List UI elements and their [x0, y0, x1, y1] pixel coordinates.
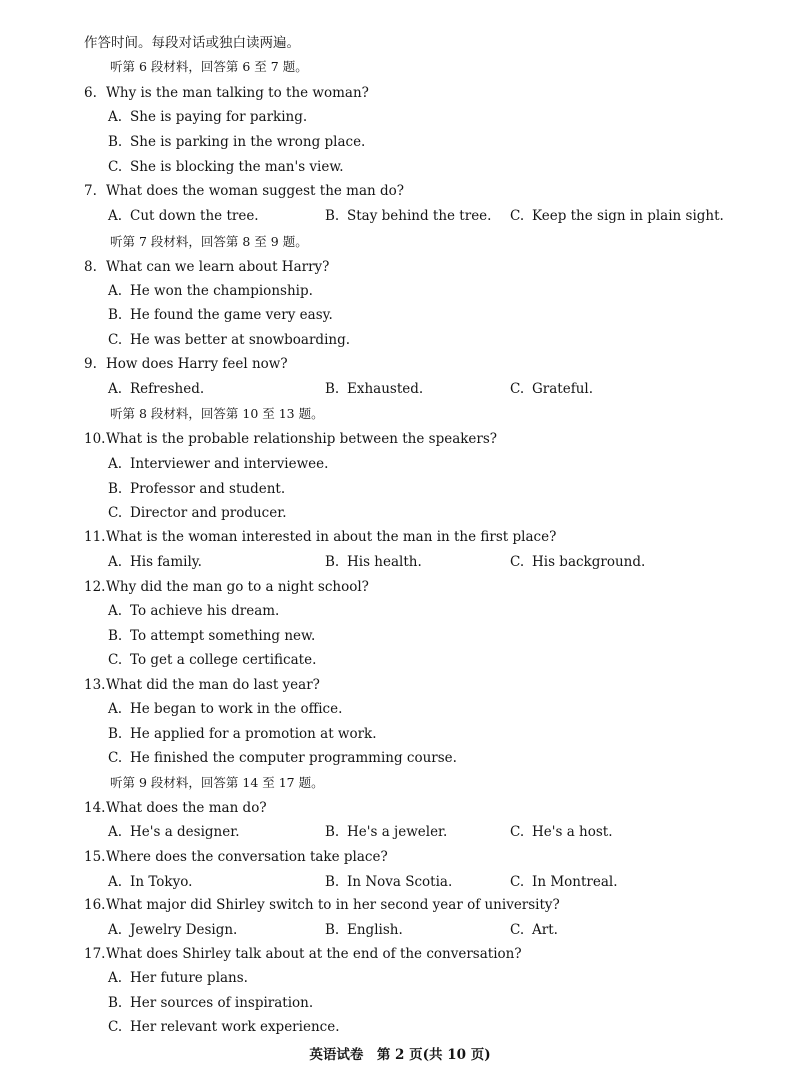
option-letter: A.: [108, 381, 123, 397]
question: [84, 848, 388, 866]
option: [108, 994, 313, 1012]
question-text: What major did Shirley switch to in her second year of university?: [106, 897, 560, 913]
option: [108, 108, 307, 126]
option-letter: A.: [108, 824, 123, 840]
question: [84, 258, 329, 276]
option-text: He's a jeweler.: [347, 824, 448, 840]
option: [325, 380, 423, 398]
option: [510, 921, 558, 939]
option-letter: C.: [510, 381, 525, 397]
question: [84, 528, 556, 546]
option-letter: B.: [325, 874, 340, 890]
question-text: What is the probable relationship between the speakers?: [106, 431, 498, 447]
option-letter: A.: [108, 701, 123, 717]
option-text: She is blocking the man's view.: [130, 159, 344, 175]
question: [84, 799, 267, 817]
option: [108, 921, 237, 939]
option-text: He's a host.: [532, 824, 613, 840]
option: [325, 553, 422, 571]
option: [108, 207, 259, 225]
option-text: In Tokyo.: [130, 874, 193, 890]
option-text: Her sources of inspiration.: [130, 995, 314, 1011]
option-text: Jewelry Design.: [130, 922, 238, 938]
option-text: To attempt something new.: [130, 628, 316, 644]
option: [510, 380, 593, 398]
option-letter: B.: [325, 381, 340, 397]
option-letter: B.: [325, 208, 340, 224]
option: [108, 331, 350, 349]
option-text: He won the championship.: [130, 283, 313, 299]
question-number: 9.: [84, 356, 97, 372]
option-letter: C.: [108, 1019, 123, 1035]
option-letter: C.: [108, 505, 123, 521]
option-letter: A.: [108, 554, 123, 570]
option: [108, 969, 248, 987]
option: [108, 700, 342, 718]
question-text: What does the woman suggest the man do?: [106, 183, 405, 199]
option-text: His health.: [347, 554, 422, 570]
question: [84, 84, 369, 102]
option-text: He was better at snowboarding.: [130, 332, 351, 348]
option-letter: B.: [108, 628, 123, 644]
option-letter: B.: [325, 554, 340, 570]
option-text: His family.: [130, 554, 202, 570]
option: [325, 207, 491, 225]
question-text: What did the man do last year?: [106, 677, 320, 693]
option-text: Interviewer and interviewee.: [130, 456, 329, 472]
option-letter: C.: [510, 824, 525, 840]
option: [325, 921, 403, 939]
option-text: He found the game very easy.: [130, 307, 333, 323]
option-text: Professor and student.: [130, 481, 286, 497]
option-text: Refreshed.: [130, 381, 205, 397]
option-text: English.: [347, 922, 403, 938]
option-letter: C.: [108, 332, 123, 348]
option: [510, 823, 613, 841]
option: [108, 306, 333, 324]
option: [108, 158, 344, 176]
option-text: He finished the computer programming course.: [130, 750, 457, 766]
option-text: Director and producer.: [130, 505, 287, 521]
option-text: Grateful.: [532, 381, 594, 397]
option-text: Her future plans.: [130, 970, 248, 986]
option: [108, 133, 365, 151]
option-letter: B.: [108, 995, 123, 1011]
question-number: 12.: [84, 579, 106, 595]
question-number: 15.: [84, 849, 106, 865]
question-number: 8.: [84, 259, 97, 275]
option-letter: C.: [108, 652, 123, 668]
option-text: Cut down the tree.: [130, 208, 259, 224]
option-letter: B.: [108, 726, 123, 742]
option: [108, 602, 279, 620]
option-letter: A.: [108, 208, 123, 224]
option-letter: A.: [108, 970, 123, 986]
question-text: What is the woman interested in about the man in the first place?: [106, 529, 557, 545]
option-letter: A.: [108, 283, 123, 299]
option-text: Art.: [532, 922, 558, 938]
question-text: What does Shirley talk about at the end of the conversation?: [106, 946, 522, 962]
question-text: How does Harry feel now?: [106, 356, 288, 372]
section-instruction: 听第 7 段材料，回答第 8 至 9 题。: [110, 234, 308, 249]
page-footer: 英语试卷 第 2 页(共 10 页): [309, 1047, 491, 1063]
option: [510, 553, 645, 571]
option: [108, 725, 377, 743]
option-letter: C.: [510, 554, 525, 570]
option-letter: B.: [325, 922, 340, 938]
option: [510, 873, 618, 891]
option: [510, 207, 724, 225]
question-number: 13.: [84, 677, 106, 693]
section-instruction: 听第 9 段材料，回答第 14 至 17 题。: [110, 775, 324, 790]
option: [108, 380, 204, 398]
option: [108, 1018, 339, 1036]
option-letter: C.: [510, 874, 525, 890]
option-text: To achieve his dream.: [130, 603, 280, 619]
question-text: What can we learn about Harry?: [106, 259, 330, 275]
question-text: Why did the man go to a night school?: [106, 579, 369, 595]
option-text: In Nova Scotia.: [347, 874, 453, 890]
option: [108, 480, 285, 498]
option: [108, 749, 457, 767]
question-text: Where does the conversation take place?: [106, 849, 388, 865]
intro-text: 作答时间。每段对话或独白读两遍。: [84, 35, 300, 51]
option-letter: B.: [108, 481, 123, 497]
option-text: Exhausted.: [347, 381, 424, 397]
option-letter: A.: [108, 456, 123, 472]
option-letter: A.: [108, 603, 123, 619]
option-letter: A.: [108, 874, 123, 890]
option: [325, 823, 447, 841]
question-number: 6.: [84, 85, 97, 101]
question: [84, 945, 522, 963]
option-text: Keep the sign in plain sight.: [532, 208, 724, 224]
option: [108, 282, 313, 300]
option-text: She is parking in the wrong place.: [130, 134, 366, 150]
question-number: 17.: [84, 946, 106, 962]
option-letter: B.: [325, 824, 340, 840]
option-letter: C.: [510, 922, 525, 938]
question: [84, 676, 320, 694]
option-text: He's a designer.: [130, 824, 240, 840]
question-text: Why is the man talking to the woman?: [106, 85, 369, 101]
option-letter: C.: [108, 750, 123, 766]
option: [108, 504, 287, 522]
option-text: Stay behind the tree.: [347, 208, 492, 224]
option-text: To get a college certificate.: [130, 652, 317, 668]
option-letter: A.: [108, 109, 123, 125]
section-instruction: 听第 6 段材料，回答第 6 至 7 题。: [110, 59, 308, 74]
option-letter: A.: [108, 922, 123, 938]
option-text: She is paying for parking.: [130, 109, 308, 125]
question-text: What does the man do?: [106, 800, 267, 816]
question-number: 10.: [84, 431, 106, 447]
option-text: In Montreal.: [532, 874, 618, 890]
section-instruction: 听第 8 段材料，回答第 10 至 13 题。: [110, 406, 324, 421]
question: [84, 430, 497, 448]
option-letter: C.: [108, 159, 123, 175]
option: [108, 823, 240, 841]
option: [108, 455, 328, 473]
option-letter: B.: [108, 307, 123, 323]
question: [84, 578, 369, 596]
question-number: 14.: [84, 800, 106, 816]
question: [84, 896, 560, 914]
option: [325, 873, 452, 891]
option-letter: C.: [510, 208, 525, 224]
option: [108, 553, 202, 571]
question: [84, 182, 404, 200]
option: [108, 627, 315, 645]
option-text: Her relevant work experience.: [130, 1019, 340, 1035]
question-number: 11.: [84, 529, 106, 545]
option: [108, 873, 192, 891]
option-text: He applied for a promotion at work.: [130, 726, 377, 742]
question: [84, 355, 288, 373]
option-letter: B.: [108, 134, 123, 150]
option-text: His background.: [532, 554, 646, 570]
question-number: 16.: [84, 897, 106, 913]
option-text: He began to work in the office.: [130, 701, 343, 717]
option: [108, 651, 316, 669]
question-number: 7.: [84, 183, 97, 199]
